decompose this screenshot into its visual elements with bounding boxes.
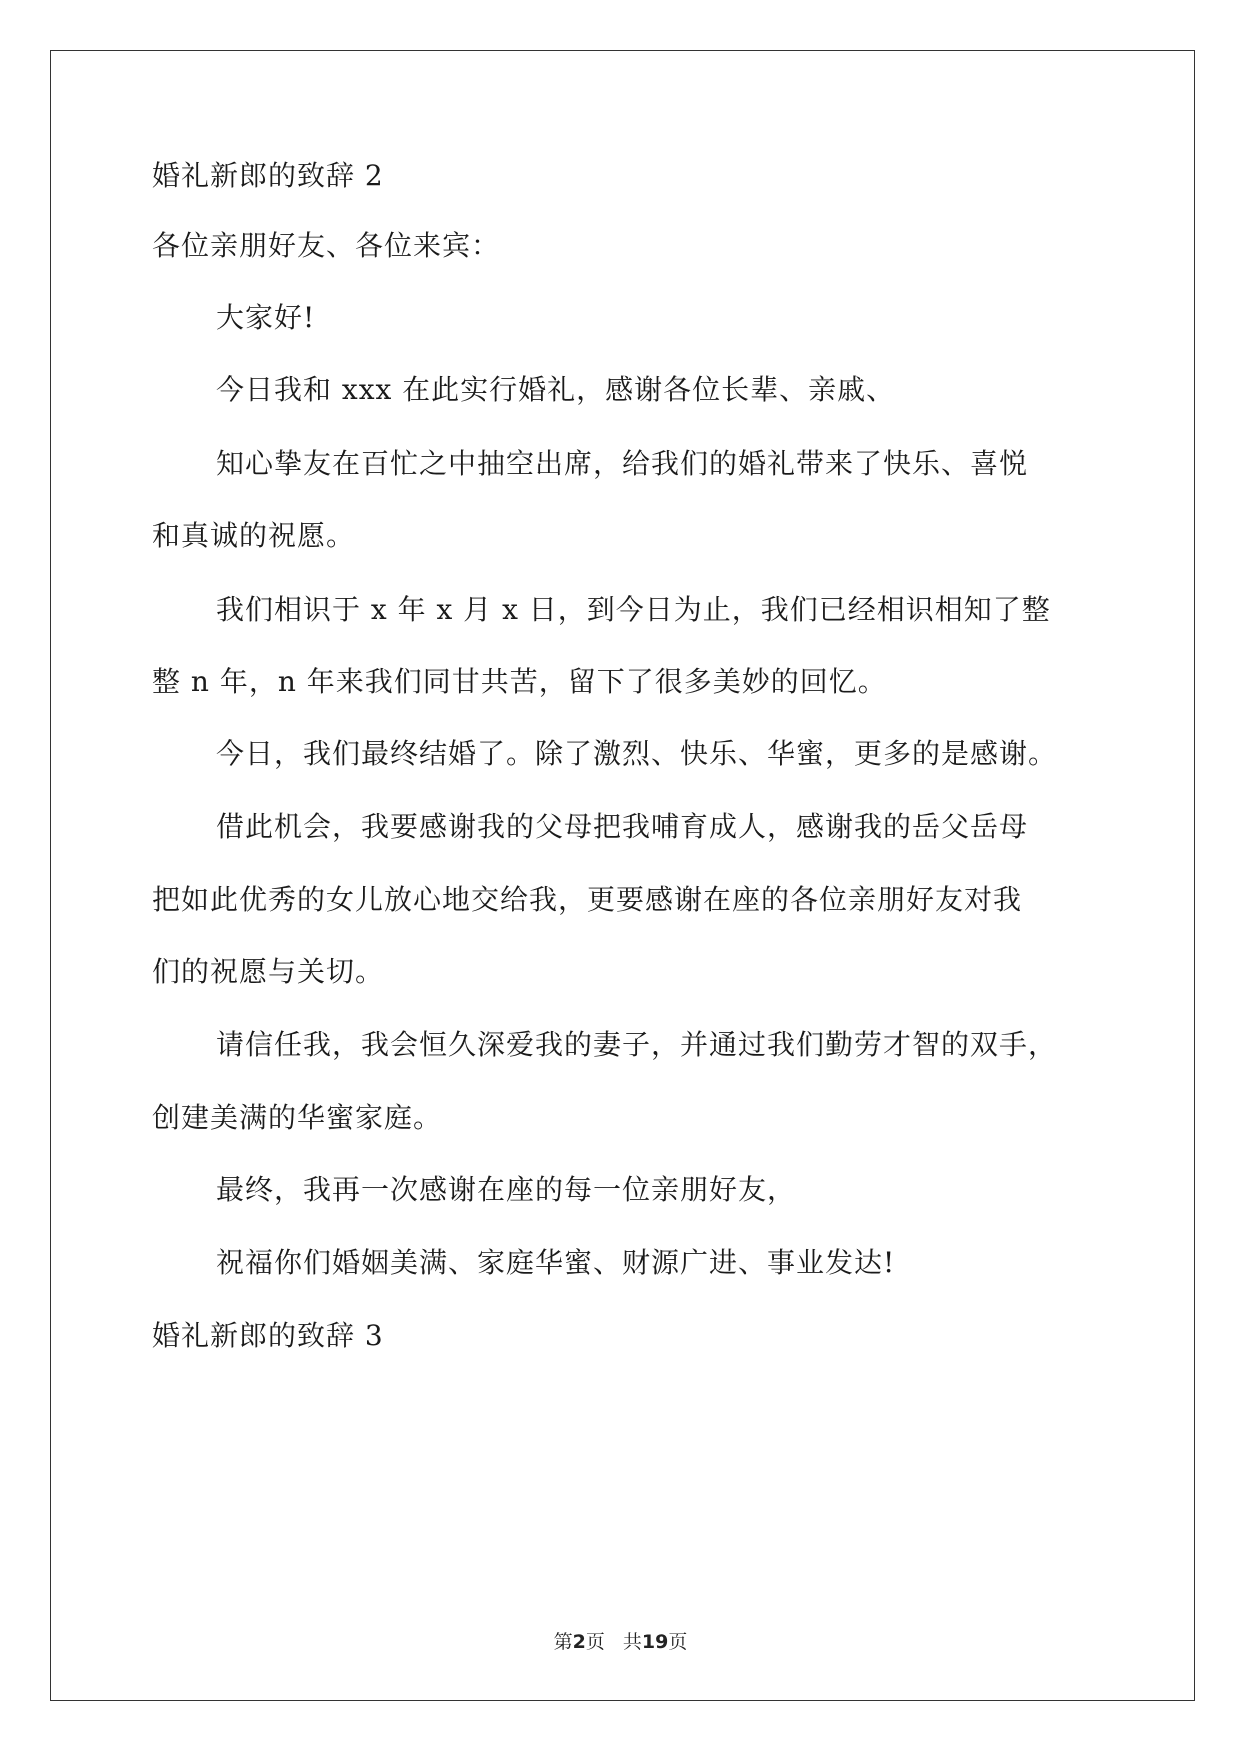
page-current: 2 — [572, 1631, 586, 1653]
paragraph-line: 把如此优秀的女儿放心地交给我，更要感谢在座的各位亲朋好友对我 — [152, 883, 1023, 916]
paragraph-line: 我们相识于 x 年 x 月 x 日，到今日为止，我们已经相识相知了整 — [216, 593, 1051, 626]
page-border — [50, 50, 1195, 1701]
page-suffix: 页 — [585, 1631, 605, 1653]
paragraph-line: 最终，我再一次感谢在座的每一位亲朋好友， — [216, 1173, 797, 1206]
greeting: 大家好! — [216, 301, 316, 334]
paragraph-line: 祝福你们婚姻美满、家庭华蜜、财源广进、事业发达! — [216, 1246, 896, 1279]
section-heading: 婚礼新郎的致辞 2 — [152, 159, 384, 192]
paragraph-line: 请信任我，我会恒久深爱我的妻子，并通过我们勤劳才智的双手， — [216, 1028, 1058, 1061]
page-footer — [0, 1630, 1241, 1654]
paragraph-line: 借此机会，我要感谢我的父母把我哺育成人，感谢我的岳父岳母 — [216, 810, 1029, 843]
paragraph-line: 今日我和 xxx 在此实行婚礼，感谢各位长辈、亲戚、 — [216, 373, 896, 406]
paragraph-line: 整 n 年，n 年来我们同甘共苦，留下了很多美妙的回忆。 — [152, 665, 887, 698]
paragraph-line: 今日，我们最终结婚了。除了激烈、快乐、华蜜，更多的是感谢。 — [216, 737, 1058, 770]
page-total: 19 — [641, 1631, 669, 1653]
paragraph-line: 知心挚友在百忙之中抽空出席，给我们的婚礼带来了快乐、喜悦 — [216, 447, 1029, 480]
salutation: 各位亲朋好友、各位来宾： — [152, 229, 501, 262]
section-heading: 婚礼新郎的致辞 3 — [152, 1319, 384, 1352]
paragraph-line: 们的祝愿与关切。 — [152, 955, 385, 988]
page-prefix: 第 — [553, 1631, 573, 1653]
total-prefix: 共 — [622, 1631, 642, 1653]
paragraph-line: 和真诚的祝愿。 — [152, 519, 356, 552]
total-suffix: 页 — [668, 1631, 688, 1653]
paragraph-line: 创建美满的华蜜家庭。 — [152, 1101, 443, 1134]
